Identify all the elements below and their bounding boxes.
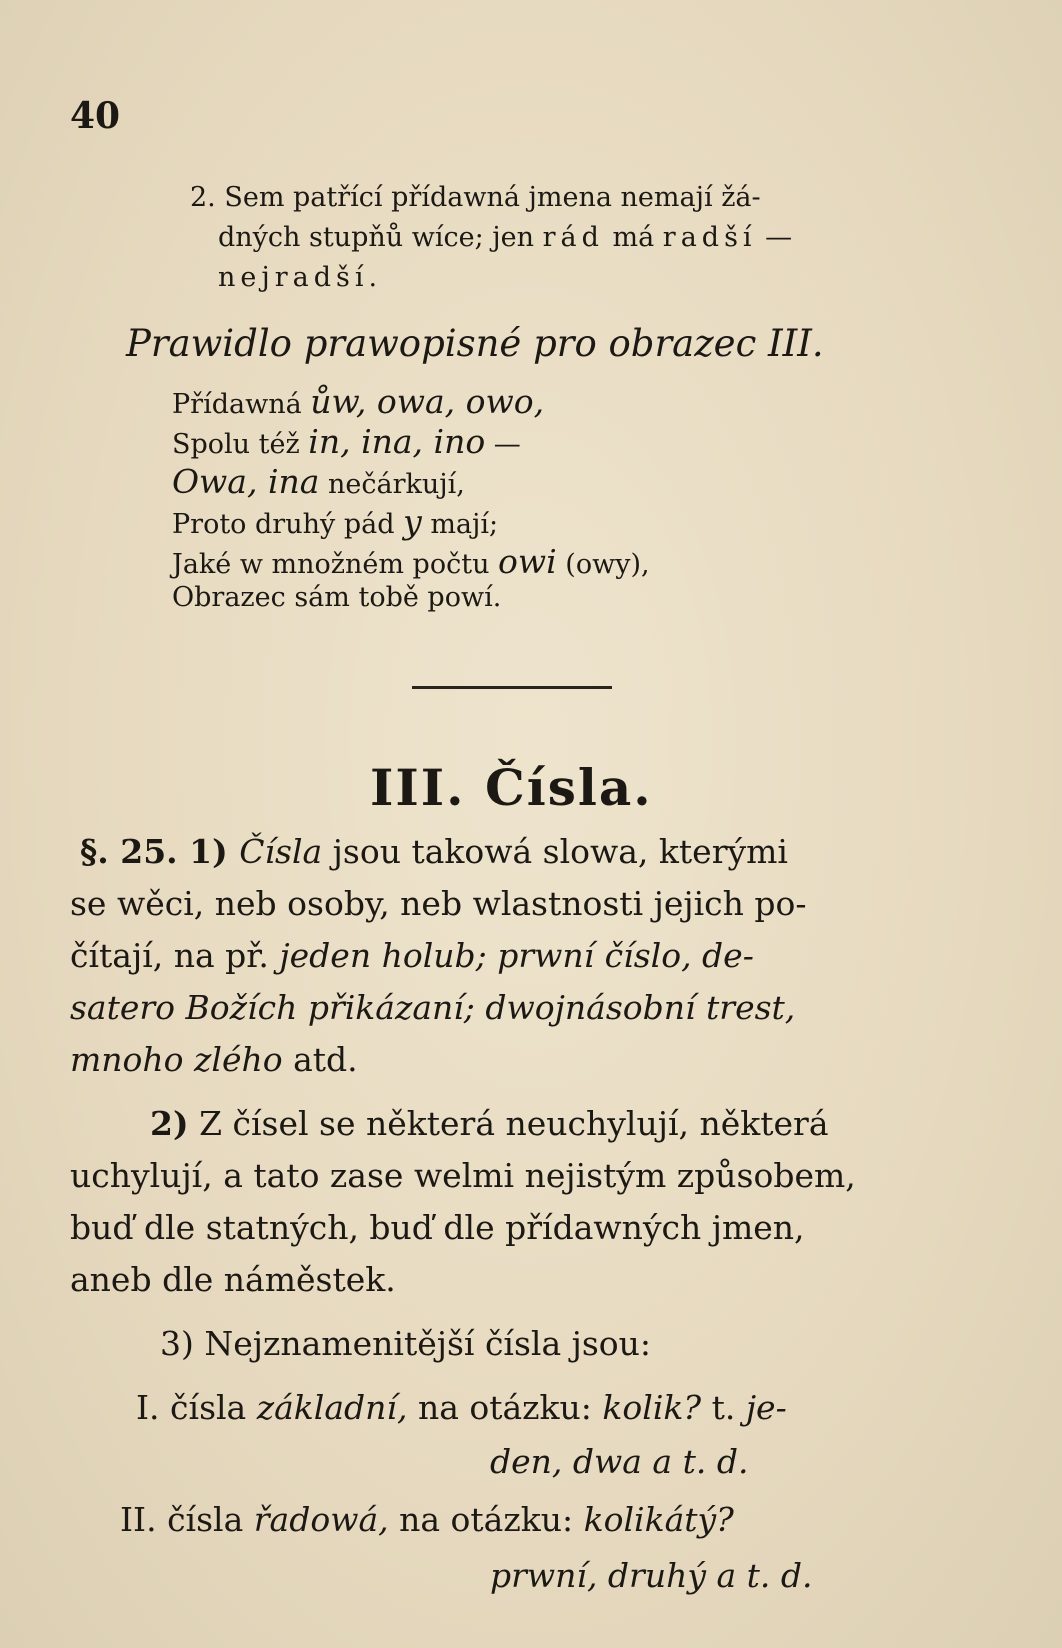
poem-l3-b: nečárkují, [319,469,465,500]
note2-line1 [190,182,761,213]
p1-l1-a: §. 25. 1) [80,832,240,871]
section-title: III. Čísla. [370,758,653,817]
note2-word-radsi: radší [662,222,757,253]
p2-line4: aneb dle náměstek. [70,1260,396,1299]
note2-line1-text: Sem patřící přídawná jmena nemají žá- [224,182,761,213]
p1-line4 [70,988,795,1027]
p1-l5-b: atd. [282,1040,358,1079]
note2-line2-c: má [603,222,663,253]
page-number: 40 [70,95,121,137]
poem-line3 [172,462,465,501]
poem-l4-a: Proto druhý pád [172,509,404,540]
poem-l5-c: (owy), [556,549,650,580]
poem-l3-a: Owa, ina [172,462,320,501]
list-ii-d: kolikátý? [583,1500,734,1539]
p1-l1-c: jsou takowá slowa, kterými [322,832,788,871]
list-ii-c: na otázku: [388,1500,584,1539]
p2-line3: buď dle statných, buď dle přídawných jmen, [70,1208,805,1247]
poem-l4-c: mají; [421,509,499,540]
poem-line1 [172,382,544,421]
poem-l1-b: ůw, owa, owo, [310,382,545,421]
list-item-ii-line2 [490,1556,813,1595]
p1-l4-text: satero Božích přikázaní; dwojnásobní trest, [70,988,796,1027]
list-i-d: kolik? [602,1388,702,1427]
poem-l5-b: owi [498,542,557,581]
p1-line2: se wěci, neb osoby, neb wlastnosti jejich po- [70,884,807,923]
poem-line5 [172,542,650,581]
p2-line2: uchylují, a tato zase welmi nejistým způsobem, [70,1156,856,1195]
note2-word-rad: rád [542,222,604,253]
poem-l2-b: in, ina, ino [308,422,486,461]
list-i-e: t. [701,1388,746,1427]
list-i-b: základní, [256,1388,408,1427]
poem-l4-b: y [403,502,422,541]
p1-l3-b: jeden holub; prwní číslo, de- [279,936,754,975]
section-divider [412,686,612,689]
list-ii-a: čísla [167,1500,254,1539]
p1-l5-a: mnoho zlého [70,1040,283,1079]
p1-line1 [80,832,788,871]
poem-l1-a: Přídawná [172,389,311,420]
list-item-i [136,1388,787,1427]
poem-l5-a: Jaké w množném počtu [172,549,499,580]
p1-l1-b: Čísla [239,832,323,871]
rule-heading: Prawidlo prawopisné pro obrazec III. [126,322,824,365]
list-i-a: čísla [170,1388,257,1427]
list-item-i-line2 [490,1442,748,1481]
list-ii-number: II. [120,1500,157,1539]
note2-line2-a: dných stupňů wíce; jen [218,222,543,253]
p1-l3-a: čítají, na př. [70,936,280,975]
poem-line6: Obrazec sám tobě powí. [172,582,502,613]
list-item-ii [120,1500,734,1539]
poem-line4 [172,502,498,541]
list-i-l2-text: den, dwa a t. d. [490,1442,749,1481]
list-i-f: je- [745,1388,787,1427]
note2-line2-e: — [756,222,793,253]
poem-l2-a: Spolu též [172,429,309,460]
note2-number: 2. [190,182,216,213]
poem-l2-c: — [485,429,521,460]
note2-line2 [218,222,792,253]
p1-line3 [70,936,754,975]
p2-line1 [150,1104,829,1143]
list-ii-b: řadowá, [253,1500,389,1539]
list-i-c: na otázku: [407,1388,603,1427]
p1-line5 [70,1040,358,1079]
list-i-number: I. [136,1388,160,1427]
note2-line3: nejradší. [218,262,383,293]
p2-l1-a: 2) [150,1104,189,1143]
poem-line2 [172,422,521,461]
list-ii-l2-text: prwní, druhý a t. d. [490,1556,813,1595]
p2-l1-b: Z čísel se některá neuchylují, některá [188,1104,829,1143]
p3-line1: 3) Nejznamenitější čísla jsou: [160,1324,652,1363]
